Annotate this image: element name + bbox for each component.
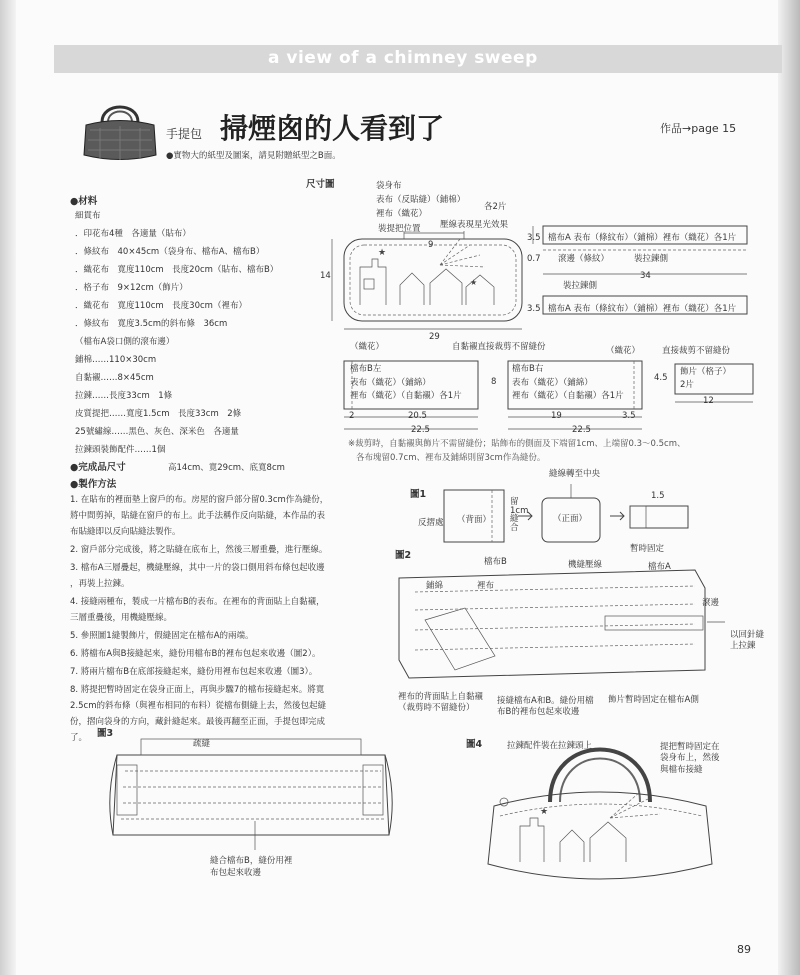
material-item: 25號繡線……黑色、灰色、深米色 各適量 bbox=[75, 427, 239, 437]
dim-19: 19 bbox=[551, 411, 562, 421]
fig2-quilting: 機縫壓線 bbox=[568, 560, 603, 570]
dim-4-5: 4.5 bbox=[654, 373, 668, 383]
method-line: 4. 接縫兩種布，製成一片檔布B的表布。在裡布的背面貼上自黏襯， bbox=[70, 597, 325, 607]
svg-text:★: ★ bbox=[540, 807, 549, 817]
pattern-note: ●實物大的紙型及圖案，請見附贈紙型之B面。 bbox=[166, 151, 341, 161]
svg-text:★: ★ bbox=[470, 278, 478, 287]
svg-text:★: ★ bbox=[378, 248, 387, 258]
method-line: 7. 將兩片檔布B在底部接縫起來，縫份用裡布包起來收邊（圖3）。 bbox=[70, 667, 318, 677]
fig2-note-interfacing: 裡布的背面貼上自黏襯（裁剪時不留縫份） bbox=[398, 692, 484, 714]
material-item: ．條紋布 40×45cm（袋身布、檔布A、檔布B） bbox=[75, 247, 265, 257]
fig1-turn-label: 縫線轉至中央 bbox=[549, 469, 601, 479]
dim-3-5-a: 3.5 bbox=[527, 233, 541, 243]
gusset-b-left-line1: 表布（織花）（鋪綿） bbox=[350, 378, 431, 388]
quilt-note: 壓線表現星光效果 bbox=[440, 220, 509, 230]
fig2-zipper: 以回針縫上拉鍊 bbox=[730, 630, 765, 652]
fig3-basting: 疏縫 bbox=[193, 739, 211, 749]
fig2-label: 圖2 bbox=[395, 550, 412, 561]
banner-title: a view of a chimney sweep bbox=[268, 48, 538, 68]
fig3-label: 圖3 bbox=[97, 728, 114, 739]
method-line: 了。 bbox=[70, 733, 88, 743]
method-line: 三層重疊後，用機縫壓線。 bbox=[70, 613, 173, 623]
finished-size: 高14cm、寬29cm、底寬8cm bbox=[168, 463, 285, 473]
method-line: 2. 窗戶部分完成後，將之貼縫在底布上，然後三層重疊，進行壓線。 bbox=[70, 545, 328, 555]
fig2-batting: 鋪綿 bbox=[426, 581, 444, 591]
fig2-lining: 裡布 bbox=[477, 581, 495, 591]
fig4-handle-label: 提把暫時固定在袋身布上，然後與檔布接縫 bbox=[660, 742, 720, 775]
material-item: （檔布A袋口側的滾布邊） bbox=[75, 337, 175, 347]
dim-3-5-b: 3.5 bbox=[527, 304, 541, 314]
bag-body-pattern bbox=[320, 225, 530, 345]
fig2-note-tab: 飾片暫時固定在檔布A側 bbox=[608, 695, 699, 705]
dim-2: 2 bbox=[349, 411, 355, 421]
handle-position-label: 裝提把位置 bbox=[378, 224, 421, 234]
material-item: 鋪棉……110×30cm bbox=[75, 355, 157, 365]
method-line: 8. 將提把暫時固定在袋身正面上，再與步驟7的檔布接縫起來。將寬 bbox=[70, 685, 325, 695]
fig3-drawing bbox=[105, 735, 395, 850]
dim-8: 8 bbox=[491, 377, 497, 387]
diagram-heading: 尺寸圖 bbox=[306, 179, 335, 190]
fig1-width: 1.5 bbox=[651, 491, 665, 501]
footnote-line2: 各布塊留0.7cm、裡布及鋪綿則留3cm作為縫份。 bbox=[356, 453, 546, 463]
page-reference: 作品→page 15 bbox=[660, 122, 737, 135]
body-part: 裡布（織花） bbox=[376, 209, 428, 219]
body-part: 表布（反貼縫）（鋪棉） bbox=[376, 195, 466, 205]
fig1-front-label: （正面） bbox=[553, 514, 588, 524]
fig2-gusset-a: 檔布A bbox=[648, 562, 671, 572]
dim-22-5-b: 22.5 bbox=[572, 425, 591, 435]
fabric-label-a: （織花） bbox=[350, 342, 385, 352]
method-heading: ●製作方法 bbox=[70, 479, 117, 490]
category-label: 手提包 bbox=[166, 127, 203, 141]
page-edge-shadow bbox=[778, 0, 800, 975]
material-item: ．印花布4種 各適量（貼布） bbox=[75, 229, 191, 239]
body-quantity: 各2片 bbox=[484, 202, 507, 212]
method-line: 份，摺向袋身的方向，藏針縫起來。最後再翻至正面，手提包即完成 bbox=[70, 717, 326, 727]
gusset-b-left-line2: 裡布（織花）（自黏襯）各1片 bbox=[350, 391, 462, 401]
page-number: 89 bbox=[737, 943, 751, 956]
material-item: ．格子布 9×12cm（飾片） bbox=[75, 283, 188, 293]
direct-cut-label: 直接裁剪不留縫份 bbox=[662, 346, 731, 356]
body-label: 袋身布 bbox=[376, 181, 402, 191]
gusset-a-top-label: 檔布A 表布（條紋布）（鋪棉）裡布（織花）各1片 bbox=[548, 233, 737, 243]
dim-14: 14 bbox=[320, 271, 331, 281]
fig2-drawing bbox=[395, 557, 735, 690]
material-item: ．條紋布 寬度3.5cm的斜布條 36cm bbox=[75, 319, 228, 329]
fig4-label: 圖4 bbox=[466, 739, 483, 750]
gusset-b-right-line1: 表布（織花）（鋪綿） bbox=[512, 378, 593, 388]
binding-label: 滾邊（條紋） bbox=[558, 254, 610, 264]
fig1-reverse-label: 反摺處 bbox=[418, 518, 444, 528]
dim-20-5: 20.5 bbox=[408, 411, 427, 421]
book-spine-shadow bbox=[0, 0, 16, 975]
footnote-line1: ※裁剪時，自黏襯與飾片不需留縫份；貼飾布的側面及下端留1cm、上端留0.3～0.5cm、 bbox=[348, 439, 686, 449]
gusset-b-left-title: 檔布B左 bbox=[350, 364, 382, 374]
interfacing-note: 自黏襯直接裁剪不留縫份 bbox=[452, 342, 546, 352]
material-item: 拉鍊……長度33cm 1條 bbox=[75, 391, 173, 401]
fig2-binding: 滾邊 bbox=[702, 598, 720, 608]
dim-12: 12 bbox=[703, 396, 714, 406]
page-title: 掃煙囪的人看到了 bbox=[220, 112, 445, 145]
gusset-b-right-title: 檔布B右 bbox=[512, 364, 544, 374]
method-line: 1. 在貼布的裡面墊上窗戶的布。房屋的窗戶部分留0.3cm作為縫份， bbox=[70, 495, 329, 505]
fig1-back-label: （背面） bbox=[457, 515, 492, 525]
method-line: 將中間剪掉，貼縫在窗戶的布上。此手法稱作反向貼縫，本作品的表 bbox=[70, 511, 326, 521]
material-item: 皮質提把……寬度1.5cm 長度33cm 2條 bbox=[75, 409, 242, 419]
dim-22-5-a: 22.5 bbox=[411, 425, 430, 435]
fig1-baste-label: 暫時固定 bbox=[630, 544, 665, 554]
method-line: 布貼縫即以反向貼縫法製作。 bbox=[70, 527, 181, 537]
fig2-note-join: 接縫檔布A和B。縫份用檔布B的裡布包起來收邊 bbox=[497, 696, 594, 718]
fig1-label: 圖1 bbox=[410, 489, 427, 500]
method-line: ，再裝上拉鍊。 bbox=[70, 579, 130, 589]
material-item: 拉鍊頭裝飾配件……1個 bbox=[75, 445, 166, 455]
method-line: 5. 參照圖1縫製飾片，假縫固定在檔布A的兩端。 bbox=[70, 631, 254, 641]
gusset-a-bottom-label: 檔布A 表布（條紋布）（鋪棉）裡布（織花）各1片 bbox=[548, 304, 737, 314]
method-line: 2.5cm的斜布條（與裡布相同的布料）從檔布側縫上去，然後包起縫 bbox=[70, 701, 326, 711]
fabric-label-b: （織花） bbox=[606, 346, 641, 356]
method-line: 3. 檔布A三層疊起，機縫壓線，其中一片的袋口側用斜布條包起收邊 bbox=[70, 563, 325, 573]
dim-9: 9 bbox=[428, 240, 434, 250]
dim-29: 29 bbox=[429, 332, 440, 342]
dim-3-5-c: 3.5 bbox=[622, 411, 636, 421]
dim-0-7: 0.7 bbox=[527, 254, 541, 264]
fig4-zip-deco-label: 拉鍊配件裝在拉鍊頭上 bbox=[507, 741, 593, 751]
method-line: 6. 將檔布A與B接縫起來，縫份用檔布B的裡布包起來收邊（圖2）。 bbox=[70, 649, 321, 659]
tab-qty: 2片 bbox=[680, 380, 694, 390]
size-heading: ●完成品尺寸 bbox=[70, 462, 126, 473]
zipper-side-label-2: 裝拉鍊側 bbox=[563, 281, 598, 291]
material-item: 自黏襯……8×45cm bbox=[75, 373, 154, 383]
dim-34: 34 bbox=[640, 271, 651, 281]
fig3-caption: 縫合檔布B，縫份用裡布包起來收邊 bbox=[210, 856, 293, 878]
material-item: ．織花布 寬度110cm 長度20cm（貼布、檔布B） bbox=[75, 265, 279, 275]
material-item: 細貫布 bbox=[75, 211, 101, 221]
zipper-side-label: 裝拉鍊側 bbox=[634, 254, 669, 264]
material-item: ．織花布 寬度110cm 長度30cm（裡布） bbox=[75, 301, 247, 311]
materials-heading: ●材料 bbox=[70, 196, 98, 207]
tab-title: 飾片（格子） bbox=[680, 367, 732, 377]
gusset-b-right-line2: 裡布（織花）（自黏襯）各1片 bbox=[512, 391, 624, 401]
fig2-gusset-b: 檔布B bbox=[484, 557, 507, 567]
fig1-seam-label: 留1cm縫合 bbox=[510, 497, 529, 533]
bag-thumbnail bbox=[80, 100, 160, 170]
